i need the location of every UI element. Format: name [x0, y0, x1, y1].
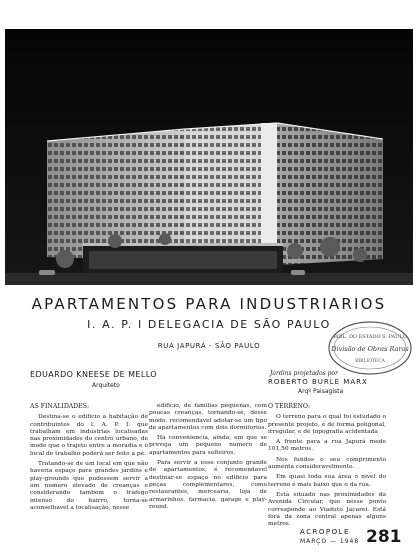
- ground: [5, 273, 413, 285]
- architect-name: EDUARDO KNEESE DE MELLO: [30, 370, 157, 379]
- article-subtitle: I. A. P. I DELEGACIA DE SÃO PAULO: [87, 318, 331, 331]
- page-number: 281: [366, 527, 402, 547]
- svg-text:BIBL. DO ESTADO S. PAULO: BIBL. DO ESTADO S. PAULO: [333, 334, 407, 340]
- landscaper-role: Arqº Paisagista: [298, 388, 344, 395]
- paragraph: edificio, de familias pequenas, com poucas creanças, tornando-se, desse modo, recomendavel adotar-se um tipo de apartamentos com dois dormitorios.: [149, 403, 267, 431]
- building-model-photo: [5, 29, 413, 285]
- text-column-3: [268, 403, 386, 531]
- paragraph: Nos fundos o seu comprimento aumenta consideravelmente.: [268, 456, 386, 471]
- paragraph: Em quasi toda sua área o nivel do terreno é mais baixo que o da rua.: [268, 474, 386, 488]
- building-model-illustration: [5, 29, 413, 285]
- issue-date: MARÇO — 1948: [300, 538, 360, 545]
- magazine-name: ACROPOLE: [300, 528, 350, 536]
- paragraph: Está situado nas proximidades da Avenida Circular, que nesse ponto corresponde ao Viaduto Jacarei. Está fora da zona central apenas alguns metros.: [268, 491, 386, 528]
- paragraph: Para servir a esse conjunto grande de apartamentos, é recomendavel destinar-se espaço no edificio para peças complementares, como restaurantes, mercearia, loja de armarinhos, farmacia, garage e play-round.: [149, 460, 267, 510]
- text-column-2: [149, 403, 267, 514]
- text-column-1: [30, 403, 148, 515]
- paragraph: A frente para a rua Japurá mede 101,50 metros.: [268, 439, 386, 453]
- model-car: [39, 270, 55, 275]
- paragraph: Tratando-se de um local em que não haveria espaço para grandes jardins e play-grounds que pudessem servir a um numero elevado de creanças e considerando tambem o trafego intenso do bairro, torna-se aconselhavel a localisação, nesse: [30, 461, 148, 511]
- paragraph: O terreno para o qual foi estudado o presente projeto, é de forma poligonal, irregular, e de topografia acidentada: [268, 414, 386, 435]
- svg-text:BIBLIOTECA: BIBLIOTECA: [355, 359, 385, 364]
- section-heading: O TERRENO:: [268, 403, 311, 410]
- article-title: APARTAMENTOS PARA INDUSTRIARIOS: [31, 295, 387, 313]
- architect-role: Arquiteto: [92, 382, 120, 389]
- paragraph: Destina-se o edificio à habitação de contribuintes do I. A. P. I. que trabalham em industrias localisadas nas proximidades do centro urbano, de modo que o trajeto entre a moradia e o local de trabalho poderá ser feito a pé.: [30, 414, 148, 457]
- landscaper-name: ROBERTO BURLE MARX: [268, 378, 368, 386]
- paragraph: Ha conveniencia, ainda, em que se preveja um pequeno numero de apartamentos para solteiros.: [149, 435, 267, 456]
- gardens-credit-note: Jardins projetados por: [270, 370, 338, 377]
- svg-text:Divisão de Obras Raras: Divisão de Obras Raras: [331, 345, 409, 353]
- section-heading: AS FINALIDADES:: [30, 403, 90, 410]
- address-line: RUA JAPURÁ - SÃO PAULO: [157, 342, 261, 350]
- model-car: [291, 270, 305, 275]
- library-stamp: [327, 320, 413, 376]
